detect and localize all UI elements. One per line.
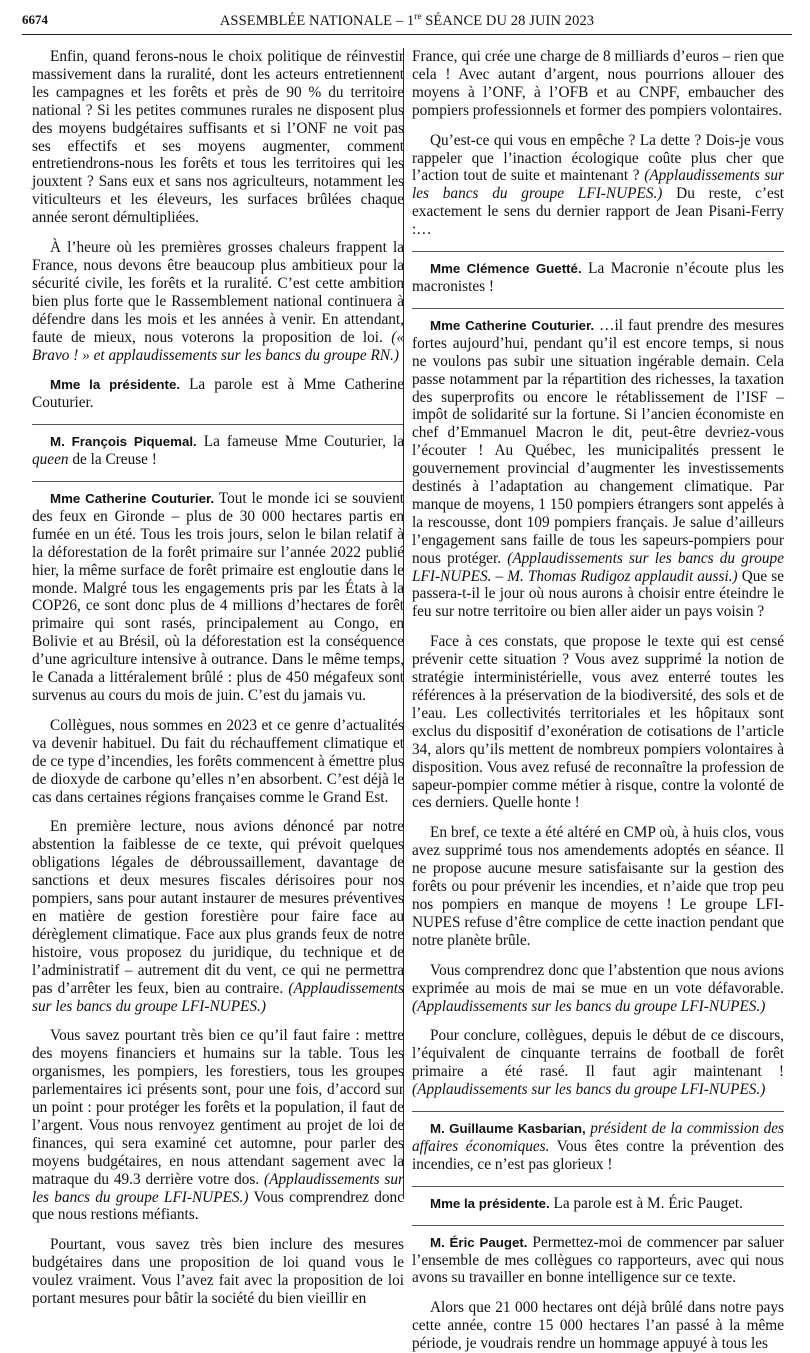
speaker-paragraph — [412, 1225, 784, 1288]
applause-note: (Applaudissements sur les bancs du groupe LFI-NUPES.) — [412, 997, 766, 1015]
paragraph — [412, 1027, 784, 1099]
paragraph-text: Enfin, quand ferons-nous le choix politique de réinvestir massivement dans la ruralité, dont les acteurs entretiennent les campagnes et les forêts et près de 90 % du territoire national ? Si les petites communes rurales ne disposent plus des moyens budgétaires suffisants et si l’ONF ne voit pas ses effectifs et ses moyens augmenter, comment entretiendrons-nous les forêts et tous les territoires qui les jouxtent ? Sans eux et sans nos agriculteurs, notamment les viticulteurs et les éleveurs, les surfaces brûlées chaque année seront démultipliées. — [32, 48, 404, 227]
paragraph — [412, 132, 784, 239]
title-after: SÉANCE DU 28 JUIN 2023 — [421, 12, 595, 29]
paragraph-text: Du reste, c’est exactement le sens du dernier rapport de Jean Pisani-Ferry :… — [412, 185, 784, 239]
page-number: 6674 — [22, 12, 48, 27]
paragraph — [32, 1236, 404, 1308]
speaker-paragraph — [412, 1111, 784, 1174]
page-header — [22, 0, 792, 35]
paragraph — [412, 962, 784, 1016]
paragraph — [32, 1027, 404, 1224]
paragraph-text: En première lecture, nous avions dénoncé par notre abstention la faiblesse de ce texte, qui prévoit quelques obligations légales de débroussaillement, davantage de sanctions et deux mesures fiscales dérisoires pour nos pompiers, sans pour autant instaurer de mesures préventives en matière de gestion forestière pour faire face au dérèglement climatique. Face aux plus grands feux de notre histoire, vous proposez du juridique, du technique et de l’administratif – autrement dit du vent, ce qui ne permettra pas d’arrêter les feux, bien au contraire. — [32, 818, 404, 997]
paragraph-text: Alors que 21 000 hectares ont déjà brûlé dans notre pays cette année, contre 15 000 hectares l’an passé à la même période, je voudrais rendre un hommage appuyé à tous les — [412, 1299, 784, 1353]
paragraph-text: …il faut prendre des mesures fortes aujourd’hui, pendant qu’il est encore temps, si nous ne voulons pas subir une situation ingérable demain. Cela passe notamment par la répartition des richesses, la taxation des superprofits ou encore le rétablissement de l’ISF – impôt de solidarité sur la fortune. Si l’ancien économiste en chef d’Emmanuel Macron le dit, peut-être devriez-vous l’écouter ! Au Québec, les municipalités pressent le gouvernement provincial d’augmenter les investissements destinés à l’adaptation au changement climatique. Par manque de moyens, 1 150 pompiers étrangers sont appelés à la rescousse, dont 109 pompiers français. Je salue d’ailleurs l’engagement sans faille de tous les sapeurs-pompiers pour nous protéger. — [412, 316, 784, 567]
applause-note: (« Bravo ! » et applaudissements sur les bancs du groupe RN.) — [32, 328, 404, 364]
applause-note: (Applaudissements sur les bancs du groupe LFI-NUPES.) — [32, 1170, 404, 1206]
paragraph — [32, 48, 404, 227]
speaker-name: M. Guillaume Kasbarian, — [430, 1121, 586, 1137]
applause-note: (Applaudissements sur les bancs du groupe LFI-NUPES.) — [412, 1081, 766, 1099]
speaker-paragraph — [412, 251, 784, 296]
speaker-paragraph — [32, 376, 404, 412]
speaker-name: Mme Clémence Guetté. — [430, 261, 582, 277]
paragraph-text: Vous savez pourtant très bien ce qu’il faut faire : mettre des moyens financiers et humains sur la table. Tous les organismes, les pompiers, les forestiers, tous les groupes parlementaires ici présents sont, pour une fois, d’accord sur un point : pour protéger les forêts et la population, il faut de l’argent. Vous nous renvoyez gentiment au projet de loi de finances, qui sera examiné cet automne, pour parler des moyens budgétaires, en nous attendant sagement avec la matraque du 49.3 derrière votre dos. — [32, 1027, 404, 1188]
paragraph — [32, 717, 404, 807]
paragraph-text: Tout le monde ici se souvient des feux en Gironde – plus de 30 000 hectares partis en fumée en un été. Tous les trois jours, selon le bilan relatif à la déforestation de la forêt primaire sur l’année 2022 publié hier, la même surface de forêt primaire est engloutie dans le monde. Malgré tous les engagements pris par les États à la COP26, ce sont donc plus de 4 millions d’hectares de forêt primaire qui sont rasés, principalement au Congo, en Bolivie et au Brésil, où la déforestation est la conséquence d’une agriculture intensive à outrance. Dans le même temps, le Canada a littéralement brûlé : plus de 450 mégafeux sont survenus au cours du mois de juin. C’est du jamais vu. — [32, 490, 404, 704]
left-column — [32, 48, 405, 1308]
paragraph-text: La parole est à Mme Catherine Couturier. — [32, 376, 404, 412]
column-divider — [403, 48, 404, 1199]
speaker-paragraph — [32, 424, 404, 469]
speaker-paragraph — [412, 308, 784, 621]
paragraph-text: Vous comprendrez donc que l’abstention que nous avions exprimée au mois de mai se mue en un vote défavorable. — [412, 961, 784, 997]
paragraph — [32, 239, 404, 364]
paragraph-text: France, qui crée une charge de 8 milliards d’euros – rien que cela ! Avec autant d’argent, nous pourrions allouer des moyens à l’ONF, à l’OFB et au CNPF, embaucher des pompiers professionnels et former des pompiers volontaires. — [412, 48, 784, 119]
paragraph-text: En bref, ce texte a été altéré en CMP où, à huis clos, vous avez supprimé tous nos amendements adoptés en séance. Il ne propose aucune mesure satisfaisante sur la gestion des forêts ou pour prévenir les incendies, et n’aide que trop peu nos pompiers en manque de moyens ! Le groupe LFI-NUPES refuse d’être complice de cette inaction pendant que notre planète brûle. — [412, 824, 784, 949]
paragraph-text: Face à ces constats, que propose le texte qui est censé prévenir cette situation ? Vous avez supprimé la notion de stratégie interministérielle, vous avez enterré toutes les références à la préservation de la biodiversité, des sols et de l’eau. Les collectivités territoriales et les hôpitaux sont exclus du dispositif d’exonération de cotisations de l’article 34, alors qu’ils mettent de nombreux pompiers volontaires à disposition. Vous avez refusé de reconnaître la profession de sapeur-pompier comme métier à risque, contre la volonté de ces derniers. Quelle honte ! — [412, 633, 784, 812]
paragraph — [412, 633, 784, 812]
paragraph-text: Collègues, nous sommes en 2023 et ce genre d’actualités va devenir habituel. Du fait du réchauffement climatique et de ce type d’incendies, les forêts commencent à émettre plus de dioxyde de carbone qu’elles n’en absorbent. C’est déjà le cas dans certaines régions françaises comme le Grand Est. — [32, 716, 404, 806]
speaker-name: Mme la présidente. — [50, 377, 181, 393]
paragraph-text: Qu’est-ce qui vous en empêche ? La dette ? Dois-je vous rappeler que l’inaction écologique coûte plus cher que l’action tout de suite et maintenant ? — [412, 131, 784, 185]
paragraph-text: Vous êtes contre la prévention des incendies, ce n’est pas glorieux ! — [412, 1137, 784, 1173]
title-before: ASSEMBLÉE NATIONALE – 1 — [219, 12, 415, 29]
paragraph — [32, 818, 404, 1015]
running-title — [22, 11, 792, 30]
speaker-name: Mme Catherine Couturier. — [430, 317, 595, 333]
paragraph-text: Vous comprendrez donc que nous restions méfiants. — [32, 1188, 404, 1224]
paragraph-text: Pourtant, vous savez très bien inclure des mesures budgétaires dans une proposition de loi quand vous le voulez vraiment. Vous l’avez fait avec la proposition de loi portant mesures pour bâtir la société du bien vieillir en — [32, 1236, 404, 1308]
paragraph — [412, 48, 784, 120]
paragraph-text: La parole est à M. Éric Pauget. — [549, 1194, 743, 1212]
paragraph — [412, 824, 784, 949]
speaker-paragraph — [412, 1186, 784, 1213]
title-sup: re — [414, 11, 422, 21]
paragraph-text: de la Creuse ! — [68, 451, 157, 469]
speaker-role: président de la commission des affaires économiques. — [412, 1120, 784, 1155]
paragraph — [412, 1299, 784, 1353]
two-column-body — [22, 48, 792, 1353]
speaker-name: M. Éric Pauget. — [430, 1234, 528, 1250]
paragraph-text: À l’heure où les premières grosses chaleurs frappent la France, nous devons être beaucoup plus ambitieux pour la sécurité civile, les forêts et la ruralité. C’est cette ambition bien plus forte que le Rassemblement national continuera à défendre dans les mois et les années à venir. En attendant, faute de mieux, nous voterons la proposition de loi. — [32, 239, 404, 346]
applause-note: (Applaudissements sur les bancs du groupe LFI-NUPES.) — [32, 979, 404, 1015]
paragraph-text: La fameuse Mme Couturier, la — [196, 433, 405, 451]
italic-word: queen — [32, 451, 69, 469]
speaker-name: Mme Catherine Couturier. — [50, 491, 215, 507]
applause-note: (Applaudissements sur les bancs du groupe LFI-NUPES.) — [412, 167, 784, 203]
speaker-name: M. François Piquemal. — [50, 434, 197, 450]
paragraph-text: Que se passera-t-il le jour où nous aurons à choisir entre éteindre le feu sur notre territoire ou bien aller aider un pays voisin ? — [412, 567, 784, 621]
paragraph-text: Permettez-moi de commencer par saluer l’ensemble de mes collègues co rapporteurs, avec qui nous avons su travailler en bonne intelligence sur ce texte. — [412, 1233, 784, 1287]
paragraph-text: La Macronie n’écoute plus les macronistes ! — [412, 260, 785, 295]
speaker-name: Mme la présidente. — [430, 1195, 550, 1211]
right-column — [412, 48, 785, 1353]
paragraph-text: Pour conclure, collègues, depuis le début de ce discours, l’équivalent de cinquante terrains de football de forêt primaire a été rasé. Il faut agir maintenant ! — [412, 1027, 784, 1081]
applause-note: (Applaudissements sur les bancs du groupe LFI-NUPES. – M. Thomas Rudigoz applaudit aussi.) — [412, 549, 784, 585]
speaker-paragraph — [32, 481, 404, 705]
